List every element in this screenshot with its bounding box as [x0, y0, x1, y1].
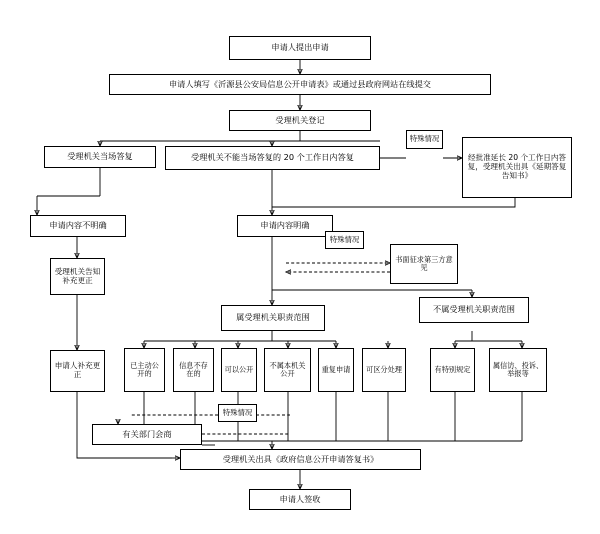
node-not-exist: 信息不存在的: [173, 348, 214, 392]
node-content-unclear: 申请内容不明确: [30, 215, 126, 237]
node-notify-supplement: 受理机关告知补充更正: [50, 258, 105, 295]
node-issue-reply-document: 受理机关出具《政府信息公开申请答复书》: [180, 449, 421, 470]
node-fill-form: 申请人填写《沂源县公安局信息公开申请表》或通过县政府网站在线提交: [109, 74, 491, 95]
node-within-duty: 属受理机关职责范围: [221, 305, 325, 331]
annotation-special-case-3: 特殊情况: [218, 404, 257, 422]
node-not-this-agency: 不属本机关公开: [264, 348, 311, 392]
node-separable-handling: 可区分处理: [362, 348, 406, 392]
node-content-clear: 申请内容明确: [237, 215, 333, 237]
node-registration: 受理机关登记: [229, 110, 371, 131]
node-applicant-supplement: 申请人补充更正: [50, 350, 105, 392]
annotation-special-case-2: 特殊情况: [325, 231, 364, 249]
node-extend-20days: 经批准延长 20 个工作日内答复，受理机关出具《延期答复告知书》: [462, 137, 572, 198]
annotation-special-case-1: 特殊情况: [406, 130, 443, 149]
node-special-regulation: 有特别规定: [430, 348, 475, 392]
node-petition-complaint: 属信访、投诉、举报等: [489, 348, 547, 392]
node-consult-third-party: 书面征求第三方意见: [390, 244, 458, 284]
node-repeat-application: 重复申请: [318, 348, 354, 392]
node-outside-duty: 不属受理机关职责范围: [419, 297, 529, 323]
node-departments-consult: 有关部门会商: [92, 424, 202, 445]
node-reply-20days: 受理机关不能当场答复的 20 个工作日内答复: [165, 146, 380, 170]
node-applicant-receive: 申请人签收: [249, 489, 351, 510]
node-reply-onsite: 受理机关当场答复: [44, 146, 156, 168]
node-already-public: 已主动公开的: [124, 348, 165, 392]
node-applicant-submit: 申请人提出申请: [229, 36, 371, 60]
node-can-publish: 可以公开: [221, 348, 257, 392]
